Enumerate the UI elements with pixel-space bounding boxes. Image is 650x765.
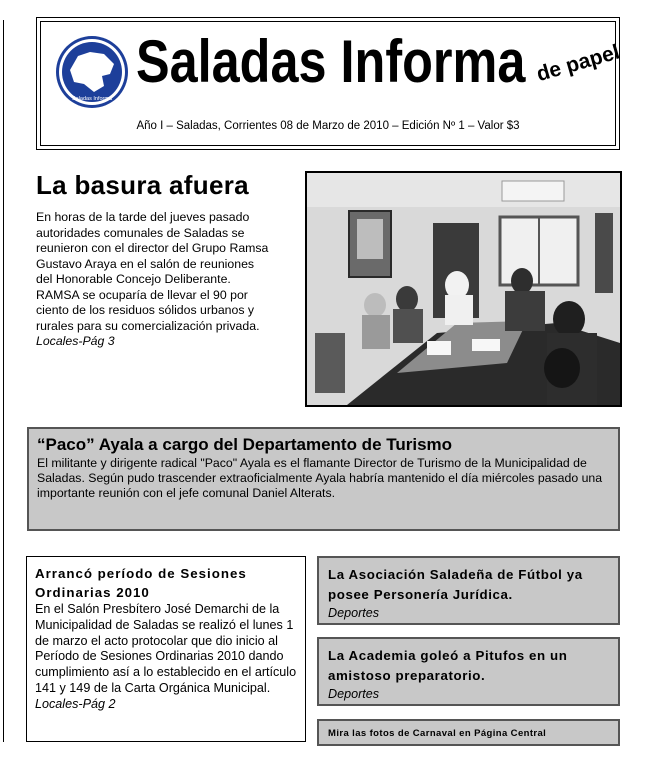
lead-page-ref: Locales-Pág 3 (36, 334, 115, 348)
football-story (317, 556, 620, 625)
left-margin-rule (3, 20, 4, 742)
paco-headline: “Paco” Ayala a cargo del Departamento de Turismo (37, 435, 453, 454)
sessions-page-ref: Locales-Pág 2 (35, 696, 116, 711)
sessions-story (26, 556, 306, 742)
lead-story (36, 210, 272, 350)
carnival-teaser: Mira las fotos de Carnaval en Página Central (317, 719, 620, 746)
meeting-photo-image (307, 173, 620, 405)
sessions-text (35, 602, 297, 713)
lead-headline: La basura afuera (36, 170, 249, 200)
football-section: Deportes (328, 606, 380, 620)
lead-body: En horas de la tarde del jueves pasado autoridades comunales de Saladas se reunieron con el director del Grupo Ramsa Gustavo Araya en el salón de reuniones del Honorable Concejo Deliberante. RAMSA se ocuparía de llevar el 90 por ciento de los residuos sólidos urbanos y rurales para su comercialización privada. (36, 210, 269, 333)
edition-line: Año I – Saladas, Corrientes 08 de Marzo de 2010 – Edición Nº 1 – Valor $3 (136, 120, 520, 132)
paco-story (27, 427, 620, 531)
logo-caption: Saladas Informa (71, 96, 113, 102)
sessions-body: En el Salón Presbítero José Demarchi de la Municipalidad de Saladas se realizó el lunes 1 de marzo el acto protocolar que dio inicio al Período de Sesiones Ordinarias 2010 dando cumplimiento así a lo establecido en el artículo 141 y 149 de la Carta Orgánica Municipal. (35, 602, 297, 695)
football-headline: La Asociación Saladeña de Fútbol ya posee Personería Jurídica. (328, 567, 583, 602)
newspaper-logo (54, 34, 130, 110)
academia-story (317, 637, 620, 706)
academia-headline: La Academia goleó a Pitufos en un amistoso preparatorio. (328, 648, 568, 683)
academia-section: Deportes (328, 687, 380, 701)
masthead-subtitle: de papel (534, 40, 623, 87)
paco-body: El militante y dirigente radical "Paco" Ayala es el flamante Director de Turismo de la Municipalidad de Saladas. Según pudo trascender extraoficialmente Ayala habría mantenido el día miércoles pasado una importante reunión con el jefe comunal Daniel Alterats. (37, 456, 603, 500)
sessions-headline: Arrancó período de Sesiones Ordinarias 2010 (35, 566, 247, 600)
masthead-title: Saladas Informa (136, 28, 526, 95)
meeting-photo (305, 171, 622, 407)
